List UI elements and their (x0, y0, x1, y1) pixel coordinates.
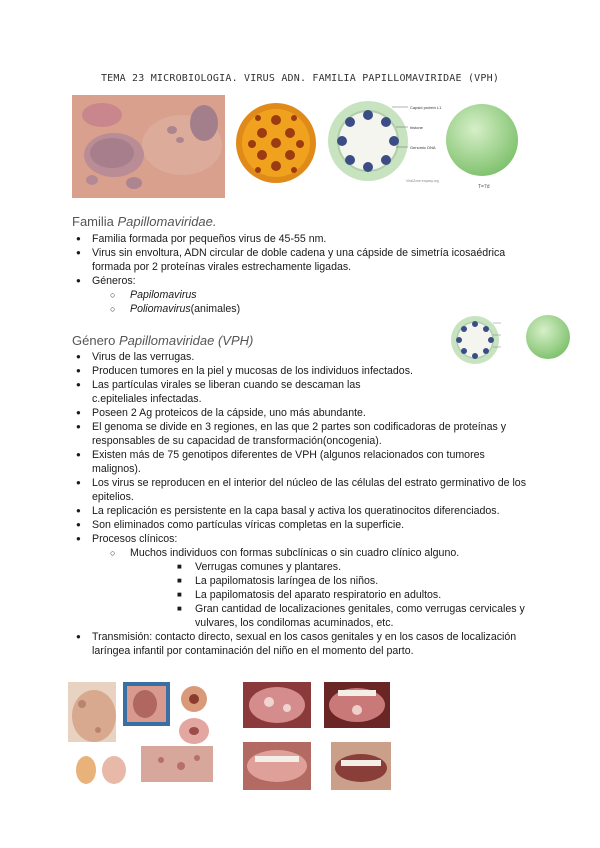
oral-papilloma-photo-4 (331, 742, 391, 790)
list-item: ■ Gran cantidad de localizaciones genitales, como verrugas cervicales y vulvares, los condilomas acuminados, etc. (130, 602, 532, 630)
virion-schematic-diagram (322, 97, 442, 189)
list-item (72, 532, 532, 630)
list-item: ● Virus sin envoltura, ADN circular de doble cadena y una cápside de simetría icosaédrica formada por 2 proteínas virales estrechamente ligadas. (72, 246, 532, 274)
list-item: ● Familia formada por pequeños virus de 45-55 nm. (72, 232, 532, 246)
heading-prefix: Familia (72, 214, 118, 229)
label-genomic-dna: Genomic DNA (410, 145, 436, 150)
clinical-sublist (92, 546, 532, 630)
genital-warts-photo (123, 682, 170, 726)
list-item: ● Poseen 2 Ag proteicos de la cápside, uno más abundante. (72, 406, 532, 420)
list-item: ■ Verrugas comunes y plantares. (130, 560, 532, 574)
figure-watermark: ViralZone.expasy.org (406, 179, 439, 183)
oral-papilloma-photo-3 (243, 742, 311, 790)
genera-list (92, 288, 532, 316)
list-item: ● Son eliminados como partículas víricas completas en la superficie. (72, 518, 532, 532)
warts-skin-photo (72, 95, 225, 198)
genera-label: Géneros: (92, 275, 136, 287)
oral-papilloma-photo-2 (324, 682, 390, 728)
list-item: ● Producen tumores en la piel y mucosas de los individuos infectados. (72, 364, 532, 378)
section-heading-family (72, 214, 217, 229)
list-item: ● Las partículas virales se liberan cuando se descaman las c.epiteliales infectadas. (72, 378, 392, 406)
cervical-lesion-photo (176, 684, 212, 714)
genus-bullet-list (72, 350, 532, 658)
heading-italic: Papillomaviridae (VPH) (118, 333, 254, 348)
list-item (92, 546, 532, 630)
t-number-label: T=7d (478, 184, 490, 190)
cervix-photo (176, 716, 212, 746)
heading-italic: Papillomaviridae. (117, 214, 217, 229)
list-item (72, 274, 532, 316)
label-capsid-protein: Capsid protein L1 (410, 105, 442, 110)
label-histone: histone (410, 125, 423, 130)
clinical-items-list (130, 560, 532, 630)
clinical-sub-text: Muchos individuos con formas subclínicas o sin cuadro clínico alguno. (130, 547, 460, 559)
genus-name: Papilomavirus (130, 289, 197, 301)
list-item (92, 288, 532, 302)
genus-note: (animales) (190, 303, 241, 315)
anatomy-diagram (68, 742, 132, 790)
heading-prefix: Género (72, 333, 119, 348)
family-bullet-list (72, 232, 532, 316)
list-item: ● Existen más de 75 genotipos diferentes de VPH (algunos relacionados con tumores malignos). (72, 448, 532, 476)
oral-papilloma-photo-1 (243, 682, 311, 728)
list-item: ● Virus de las verrugas. (72, 350, 532, 364)
section-heading-genus (72, 333, 253, 348)
virion-em-sphere (444, 100, 524, 192)
clinical-label: Procesos clínicos: (92, 533, 178, 545)
genus-name: Poliomavirus (130, 303, 191, 315)
list-item: ■ La papilomatosis del aparato respiratorio en adultos. (130, 588, 532, 602)
foot-warts-photo (68, 682, 116, 744)
list-item: ● El genoma se divide en 3 regiones, en las que 2 partes son codificadoras de proteínas y responsables de su capacidad de transformación(oncogenia). (72, 420, 532, 448)
list-item: ● Transmisión: contacto directo, sexual en los casos genitales y en los casos de localización laríngea infantil por contaminación del niño en el momento del parto. (72, 630, 532, 658)
list-item: ● Los virus se reproducen en el interior del núcleo de las células del estrato germinativo de los epitelios. (72, 476, 532, 504)
virion-3d-model (232, 98, 320, 188)
page-title: TEMA 23 MICROBIOLOGIA. VIRUS ADN. FAMILIA PAPILLOMAVIRIDAE (VPH) (100, 73, 500, 84)
skin-lesions-photo (141, 746, 213, 782)
list-item: ■ La papilomatosis laríngea de los niños. (130, 574, 532, 588)
list-item: ● La replicación es persistente en la capa basal y activa los queratinocitos diferenciados. (72, 504, 532, 518)
